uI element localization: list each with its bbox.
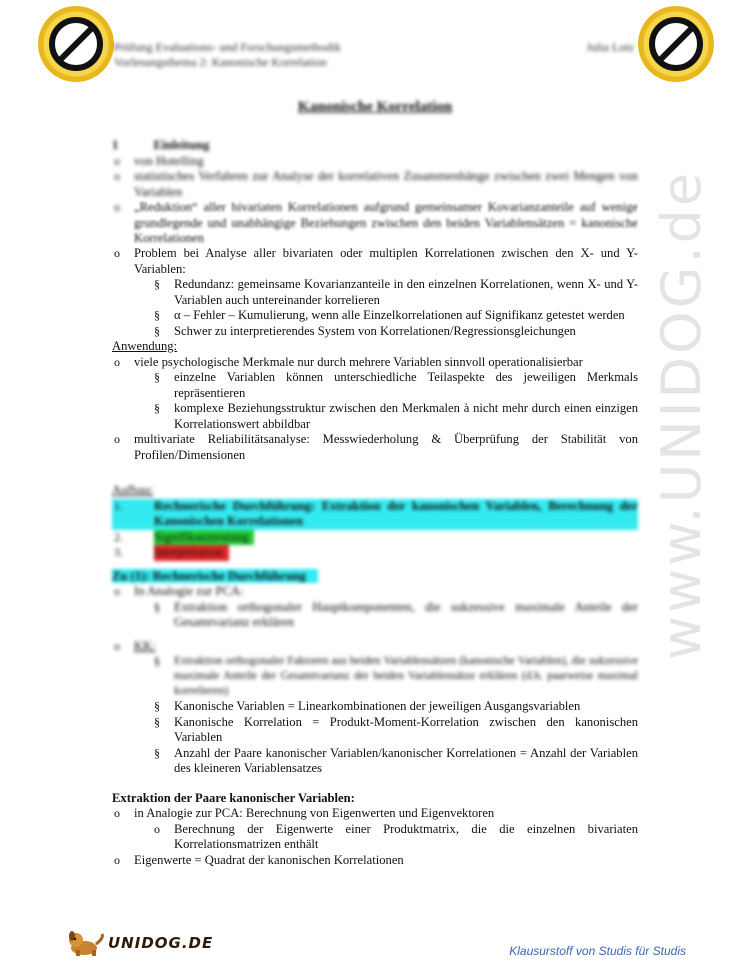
sub-item: § Schwer zu interpretierendes System von Korrelationen/Regressionsgleichungen (154, 323, 576, 338)
anwendung-label: Anwendung: (112, 339, 178, 353)
page-header (114, 40, 634, 70)
sub-item: § Redundanz: gemeinsame Kovarianzanteile in den einzelnen Korrelationen, wenn X- und Y-Variablen auch untereinander korrelieren (154, 277, 638, 307)
section-sign-bullet-icon: § (154, 277, 160, 291)
sub-item: § Extraktion orthogonaler Hauptkomponenten, die sukzessive maximale Anteile der Gesamtvarianz erklären (154, 599, 638, 629)
list-item: o von Hotelling (114, 153, 204, 168)
header-course: Prüfung Evaluations- und Forschungsmethodik (114, 40, 341, 54)
circle-bullet-icon: o (114, 246, 120, 260)
unidog-logo (66, 928, 213, 958)
sub-item: § Kanonische Korrelation = Produkt-Moment-Korrelation zwischen den kanonischen Variablen (154, 714, 638, 744)
blurred-middle (112, 483, 638, 699)
list-item: o viele psychologische Merkmale nur durch mehrere Variablen sinnvoll operationalisierbar (114, 354, 583, 369)
list-item: o Eigenwerte = Quadrat der kanonischen Korrelationen (114, 852, 404, 867)
aufbau-item-3: 3. Interpretation (112, 545, 638, 561)
aufbau-label: Aufbau: (112, 483, 154, 497)
sub-item: § komplexe Beziehungsstruktur zwischen den Merkmalen à nicht mehr durch einen einzigen Korrelationswert abbildbar (154, 401, 638, 431)
list-item-reduktion: o „Reduktion“ aller bivariaten Korrelationen aufgrund gemeinsamer Kovarianzanteile auf wenige grundlegende und unabhängige Beziehungen zwischen den beiden Variablensätzen = kanonische Korrelationen (114, 200, 638, 245)
list-item: o statistisches Verfahren zur Analyse der korrelativen Zusammenhänge zwischen zwei Mengen von Variablen (114, 169, 638, 199)
list-item: o in Analogie zur PCA: Berechnung von Eigenwerten und Eigenvektoren (114, 806, 495, 820)
aufbau-item-2: 2. Signifikanztestung (112, 530, 638, 546)
section-sign-bullet-icon: § (154, 599, 160, 614)
circle-bullet-icon: o (114, 432, 120, 446)
section-sign-bullet-icon: § (154, 401, 160, 415)
dog-icon (66, 928, 106, 958)
circle-bullet-icon: o (114, 354, 120, 369)
sub-item: § α – Fehler – Kumulierung, wenn alle Einzelkorrelationen auf Signifikanz getestet werden (154, 308, 625, 322)
extraction-heading: Extraktion der Paare kanonischer Variablen: (112, 790, 355, 805)
section-number: 1 (112, 138, 119, 152)
page-title: Kanonische Korrelation (297, 99, 453, 115)
circle-bullet-icon: o (114, 806, 120, 820)
sub-item: § Anzahl der Paare kanonischer Variablen/kanonischer Korrelationen = Anzahl der Variablen des kleineren Variablensatzes (154, 745, 638, 775)
sub-item: o Berechnung der Eigenwerte einer Produktmatrix, die die einzelnen bivariaten Korrelationsmatrizen enthält (154, 821, 638, 851)
sub-item: § Kanonische Variablen = Linearkombinationen der jeweiligen Ausgangsvariablen (154, 699, 581, 713)
footer-slogan: Klausurstoff von Studis für Studis (509, 944, 686, 958)
header-topic: Vorlesungsthema 2: Kanonische Korrelation (114, 55, 327, 69)
circle-bullet-icon: o (114, 169, 120, 183)
no-entry-sign-icon (638, 6, 714, 82)
logo-text: UNIDOG.DE (108, 934, 214, 952)
circle-bullet-icon: o (114, 638, 120, 653)
aufbau-item-1: 1. Rechnerische Durchführung: Extraktion der kanonischen Variablen, Berechnung der Kanonischen Korrelationen (114, 498, 638, 528)
circle-bullet-icon: o (154, 821, 160, 836)
watermark: www.UNIDOG.de (650, 169, 713, 660)
header-author: Julia Lotz (586, 40, 634, 54)
section-sign-bullet-icon: § (154, 714, 160, 729)
sub-item: § einzelne Variablen können unterschiedliche Teilaspekte des jeweiligen Merkmals repräsentieren (154, 370, 638, 400)
circle-bullet-icon: o (114, 584, 120, 598)
intro-blurred (112, 138, 638, 200)
section-sign-bullet-icon: § (154, 654, 160, 668)
section-sign-bullet-icon: § (154, 370, 160, 384)
section-sign-bullet-icon: § (154, 308, 160, 322)
list-item: o multivariate Reliabilitätsanalyse: Messwiederholung & Überprüfung der Stabilität von Profilen/Dimensionen (114, 432, 638, 462)
calc-heading: Zu (1): Rechnerische Durchführung (112, 569, 638, 585)
section-heading (112, 138, 638, 154)
list-item: o In Analogie zur PCA: (114, 584, 244, 598)
document-body (112, 138, 638, 868)
section-title: Einleitung (153, 138, 210, 152)
sub-item: § Extraktion orthogonaler Faktoren aus beiden Variablensätzen (kanonische Variablen), die sukzessive maximale Anteile der Gesamtvarianz der beiden Variablensätze erklären (d.h. paarweise maximal korrelieren) (154, 654, 638, 697)
section-sign-bullet-icon: § (154, 745, 160, 760)
circle-bullet-icon: o (114, 852, 120, 867)
section-sign-bullet-icon: § (154, 323, 160, 338)
list-item-problem: o Problem bei Analyse aller bivariaten oder multiplen Korrelationen zwischen den X- und Y-Variablen: (114, 246, 638, 276)
section-sign-bullet-icon: § (154, 699, 160, 713)
circle-bullet-icon: o (114, 200, 120, 214)
list-item: o KK: (114, 638, 156, 653)
no-entry-sign-icon (38, 6, 114, 82)
circle-bullet-icon: o (114, 153, 120, 168)
